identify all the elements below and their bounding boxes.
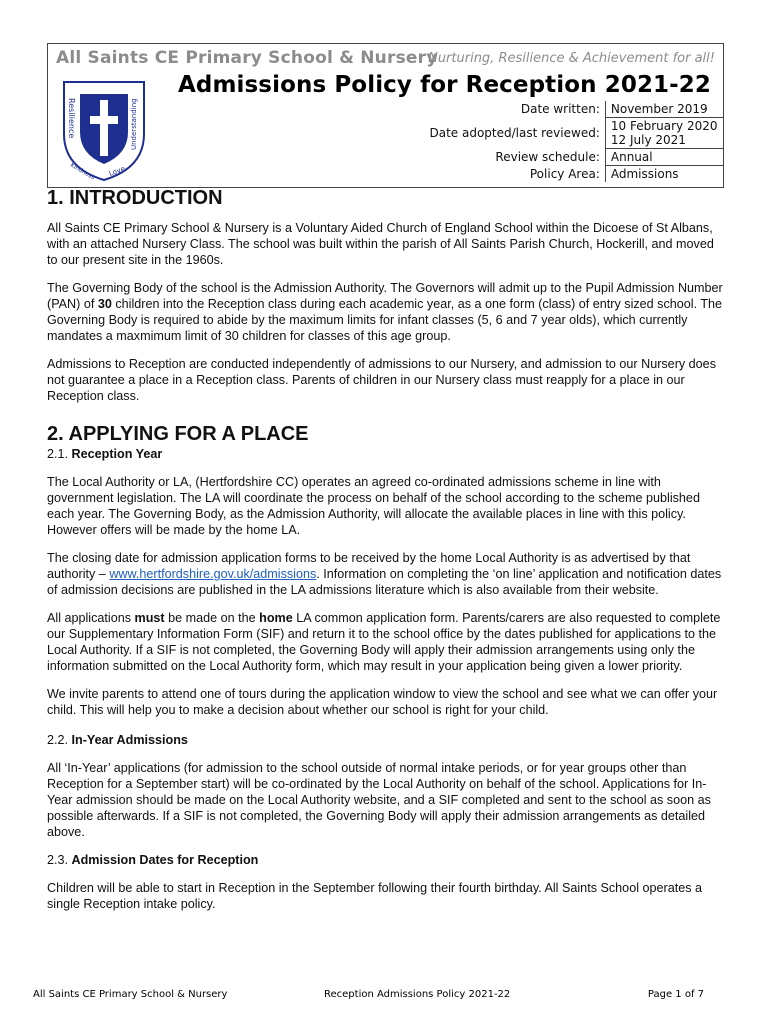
document-title: Admissions Policy for Reception 2021-22 bbox=[178, 72, 712, 98]
meta-row bbox=[403, 149, 723, 166]
meta-row bbox=[403, 166, 723, 183]
subsection-heading: 2.3. Admission Dates for Reception bbox=[47, 853, 259, 867]
meta-key: Policy Area: bbox=[403, 166, 605, 183]
school-name: All Saints CE Primary School & Nursery bbox=[56, 48, 438, 68]
paragraph: We invite parents to attend one of tours during the application window to view the school and see what we can offer your child. This will help you to make a decision about whether our school is right for your child. bbox=[47, 687, 718, 717]
subsection-heading: 2.1. Reception Year bbox=[47, 447, 163, 461]
meta-row bbox=[403, 101, 723, 118]
crest-word-kindness: Kindness bbox=[69, 161, 96, 182]
footer-page-number: Page 1 of 7 bbox=[647, 989, 704, 1000]
meta-key: Review schedule: bbox=[403, 149, 605, 166]
section-heading-applying: 2. APPLYING FOR A PLACE bbox=[47, 423, 309, 445]
crest-word-love: Love bbox=[107, 164, 127, 178]
pan-number: 30 bbox=[97, 297, 112, 311]
policy-meta-table bbox=[403, 101, 723, 182]
footer-school-name: All Saints CE Primary School & Nursery bbox=[33, 989, 228, 1000]
paragraph: The Governing Body of the school is the Admission Authority. The Governors will admit up to the Pupil Admission Number (PAN) of 30 children into the Reception class during each academic year, as a one form (class) of entry sized school. The Governing Body is required to abide by the maximum limits for infant classes (5, 6 and 7 year olds), which currently mandates a maxmimum limit of 30 children for classes of this age group. bbox=[47, 281, 723, 343]
meta-value: November 2019 bbox=[605, 101, 723, 118]
meta-value-line: 10 February 2020 bbox=[610, 119, 718, 133]
paragraph: The Local Authority or LA, (Hertfordshire CC) operates an agreed co-ordinated admissions scheme in line with government legislation. The LA will coordinate the process on behalf of the school according to the scheme published each year. The Governing Body, as the Admission Authority, will allocate the available places in line with this policy. However offers will be made by the home LA. bbox=[47, 475, 700, 537]
document-body bbox=[47, 186, 725, 924]
school-motto: Nurturing, Resilience & Achievement for all! bbox=[428, 51, 715, 66]
paragraph: The closing date for admission application forms to be received by the home Local Authority is as advertised by that authority – www.hertfordshire.gov.uk/admissions. Information on completing the ‘on line’ application and notification dates of admission decisions are published in the LA admissions literature which is also available from their website. bbox=[47, 551, 722, 597]
paragraph: All applications must be made on the home LA common application form. Parents/carers are also requested to complete our Supplementary Information Form (SIF) and return it to the school office by the dates published for applications to the Local Authority. If a SIF is not completed, the Governing Body will apply their admission arrangements using only the information submitted on the Local Authority form, which may result in your application being given a lower priority. bbox=[47, 611, 721, 673]
meta-value: Admissions bbox=[610, 167, 679, 181]
meta-value-line: 12 July 2021 bbox=[610, 133, 686, 147]
meta-value: Annual bbox=[605, 149, 723, 166]
section-heading-introduction: 1. INTRODUCTION bbox=[47, 187, 223, 209]
school-crest-logo bbox=[54, 76, 154, 186]
policy-header bbox=[47, 43, 724, 188]
meta-value bbox=[605, 118, 723, 149]
crest-word-understanding: Understanding bbox=[130, 98, 138, 150]
paragraph: All Saints CE Primary School & Nursery is a Voluntary Aided Church of England School within the Dicoese of St Albans, with an attached Nursery Class. The school was built within the parish of All Saints Parish Church, Hockerill, and moved to our present site in the 1960s. bbox=[47, 221, 714, 267]
subsection-heading: 2.2. In-Year Admissions bbox=[47, 733, 188, 747]
crest-word-resilience: Resilience bbox=[67, 98, 76, 139]
meta-row bbox=[403, 118, 723, 149]
paragraph: Children will be able to start in Reception in the September following their fourth birthday. All Saints School operates a single Reception intake policy. bbox=[47, 881, 703, 911]
footer-document-name: Reception Admissions Policy 2021-22 bbox=[324, 989, 511, 1000]
meta-key: Date adopted/last reviewed: bbox=[403, 118, 605, 149]
meta-key: Date written: bbox=[403, 101, 605, 118]
paragraph: All ‘In-Year’ applications (for admission to the school outside of normal intake periods, or for year groups other than Reception for a September start) will be co-ordinated by the Local Authority on behalf of the school. Applications for In-Year admission should be made on the Local Authority website, and a SIF completed and sent to the school as soon as possible afterwards. If a SIF is not completed, the Governing Body will apply their admission arrangements as detailed above. bbox=[47, 761, 711, 839]
paragraph: Admissions to Reception are conducted independently of admissions to our Nursery, and admission to our Nursery does not guarantee a place in a Reception class. Parents of children in our Nursery class must reapply for a place in our Reception class. bbox=[47, 357, 716, 403]
hertfordshire-admissions-link[interactable]: www.hertfordshire.gov.uk/admissions bbox=[109, 567, 317, 581]
